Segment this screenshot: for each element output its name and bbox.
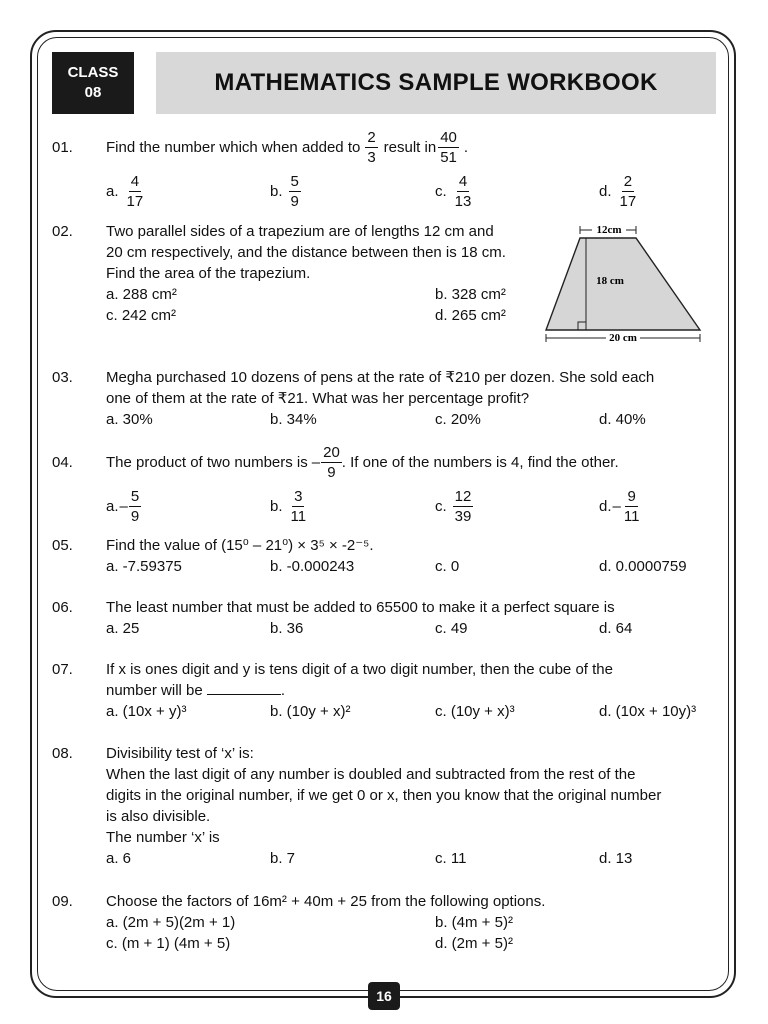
question-05 [52, 535, 716, 579]
fraction-numerator: 40 [440, 128, 457, 146]
option-c[interactable]: c. (m + 1) (4m + 5) [106, 935, 231, 952]
option-c[interactable]: c. 20% [435, 411, 481, 428]
options-row [106, 556, 716, 577]
option-a[interactable] [106, 172, 147, 211]
options-row [106, 409, 716, 430]
question-number: 07. [52, 661, 73, 678]
fraction-denominator: 9 [290, 193, 299, 210]
negative-sign: – [612, 498, 621, 515]
option-label: a. [106, 498, 119, 515]
question-03 [52, 367, 716, 433]
question-04 [52, 441, 716, 533]
fraction-numerator: 9 [627, 488, 636, 505]
fraction-numerator: 4 [458, 173, 468, 190]
option-c[interactable]: c. 11 [435, 850, 467, 867]
bottom-length-label: 20 cm [609, 332, 637, 344]
options-row [106, 933, 716, 954]
option-label: c. [435, 498, 447, 515]
question-number: 08. [52, 745, 73, 762]
question-line: 20 cm respectively, and the distance between then is 18 cm. [106, 244, 506, 261]
page-title: MATHEMATICS SAMPLE WORKBOOK [214, 69, 658, 96]
option-b[interactable]: b. 328 cm² [435, 286, 506, 303]
option-label: a. [106, 183, 119, 200]
question-text [106, 597, 716, 639]
fraction-numerator: 2 [623, 173, 633, 190]
fraction-numerator: 12 [454, 488, 472, 505]
question-06 [52, 597, 716, 641]
question-text-part: . [463, 138, 469, 156]
question-line: one of them at the rate of ₹21. What was her percentage profit? [106, 390, 530, 407]
option-c[interactable] [435, 172, 475, 211]
question-text [106, 367, 716, 430]
option-a[interactable]: a. 288 cm² [106, 286, 177, 303]
question-line [106, 680, 716, 701]
question-text [106, 126, 716, 168]
question-line: Choose the factors of 16m² + 40m + 25 from the following options. [106, 893, 546, 910]
question-text [106, 221, 536, 326]
option-label: b. [270, 498, 283, 515]
fraction [321, 443, 342, 482]
question-number: 05. [52, 537, 73, 554]
option-d[interactable]: d. 64 [599, 620, 633, 637]
question-line: Find the value of (15⁰ – 21⁰) × 3⁵ × -2⁻⁵. [106, 537, 374, 554]
option-label: c. [435, 183, 447, 200]
option-label: d. [599, 183, 612, 200]
options-row [106, 701, 716, 722]
option-d[interactable]: d. 265 cm² [435, 307, 506, 324]
option-label: b. [270, 183, 283, 200]
question-line: Divisibility test of ‘x’ is: [106, 745, 254, 762]
fraction-numerator: 4 [130, 173, 140, 190]
fraction-denominator: 17 [619, 193, 637, 210]
question-text-part: number will be [106, 682, 203, 699]
fraction [129, 487, 141, 526]
fraction-denominator: 3 [367, 148, 376, 166]
question-line: The least number that must be added to 65500 to make it a perfect square is [106, 599, 615, 616]
fraction-denominator: 17 [126, 193, 144, 210]
fraction-denominator: 11 [623, 508, 640, 525]
option-a[interactable] [106, 487, 141, 526]
question-08 [52, 743, 716, 871]
question-number: 02. [52, 223, 73, 240]
question-text-part: The product of two numbers is [106, 453, 308, 471]
question-text-part: result in [383, 138, 437, 156]
option-c[interactable]: c. (10y + x)³ [435, 703, 515, 720]
fraction-denominator: 11 [290, 508, 307, 525]
question-text-part: . If one of the numbers is 4, find the other. [341, 453, 619, 471]
fraction-numerator: 5 [290, 173, 299, 190]
options-row [106, 848, 716, 869]
fraction [365, 128, 377, 167]
fraction-denominator: 39 [454, 508, 472, 525]
option-b[interactable]: b. 36 [270, 620, 304, 637]
option-d[interactable]: d. (2m + 5)² [435, 935, 513, 952]
options-row [106, 305, 536, 326]
fraction [622, 487, 642, 526]
negative-sign: – [311, 453, 321, 471]
fraction-denominator: 13 [454, 193, 472, 210]
fraction-numerator: 20 [323, 443, 340, 461]
option-a[interactable]: a. (2m + 5)(2m + 1) [106, 914, 236, 931]
fraction [453, 172, 474, 211]
fraction-numerator: 3 [294, 488, 303, 505]
fraction [453, 487, 474, 526]
option-b[interactable] [270, 487, 310, 526]
option-label: d. [599, 498, 612, 515]
fraction [289, 487, 309, 526]
negative-sign: – [119, 498, 128, 515]
question-text [106, 891, 716, 954]
options-row [106, 172, 716, 214]
option-b[interactable]: b. -0.000243 [270, 558, 355, 575]
top-length-label: 12cm [596, 224, 622, 236]
question-number: 04. [52, 454, 73, 471]
fraction [618, 172, 639, 211]
fraction-denominator: 51 [440, 148, 457, 166]
option-d[interactable]: d. 0.0000759 [599, 558, 687, 575]
question-line: digits in the original number, if we get 0 or x, then you know that the original number [106, 787, 662, 804]
option-a[interactable]: a. 6 [106, 850, 132, 867]
fraction-denominator: 9 [327, 463, 336, 481]
option-a[interactable]: a. -7.59375 [106, 558, 182, 575]
option-c[interactable]: c. 242 cm² [106, 307, 177, 324]
option-b[interactable]: b. (10y + x)² [270, 703, 351, 720]
question-line: If x is ones digit and y is tens digit of a two digit number, then the cube of the [106, 661, 613, 678]
fraction-numerator: 2 [367, 128, 376, 146]
question-text [106, 535, 716, 577]
page-number: 16 [368, 982, 400, 1010]
question-text [106, 659, 716, 722]
question-01 [52, 126, 716, 218]
option-a[interactable]: a. (10x + y)³ [106, 703, 187, 720]
fraction [289, 172, 301, 211]
option-a[interactable]: a. 25 [106, 620, 140, 637]
options-row [106, 487, 716, 529]
question-text-part: . [280, 682, 286, 699]
option-c[interactable]: c. 0 [435, 558, 460, 575]
question-line: The number ‘x’ is [106, 829, 220, 846]
options-row [106, 284, 536, 305]
title-bar [156, 52, 716, 114]
question-text [106, 441, 716, 483]
question-line: Find the area of the trapezium. [106, 265, 311, 282]
option-d[interactable]: d. 13 [599, 850, 633, 867]
fraction [438, 128, 459, 167]
question-line: When the last digit of any number is doubled and subtracted from the rest of the [106, 766, 636, 783]
option-b[interactable] [270, 172, 303, 211]
question-line: Megha purchased 10 dozens of pens at the rate of ₹210 per dozen. She sold each [106, 369, 655, 386]
fraction-denominator: 9 [130, 508, 140, 525]
option-b[interactable]: b. 7 [270, 850, 296, 867]
option-d[interactable] [599, 487, 641, 526]
options-row [106, 618, 716, 639]
question-number: 01. [52, 139, 73, 156]
option-d[interactable]: d. (10x + 10y)³ [599, 703, 697, 720]
option-c[interactable] [435, 487, 475, 526]
question-number: 03. [52, 369, 73, 386]
question-text [106, 743, 716, 869]
question-number: 06. [52, 599, 73, 616]
option-b[interactable]: b. 34% [270, 411, 317, 428]
question-text-part: Find the number which when added to [106, 138, 361, 156]
answer-blank[interactable] [207, 680, 281, 695]
option-b[interactable]: b. (4m + 5)² [435, 914, 513, 931]
fraction-numerator: 5 [130, 488, 140, 505]
options-row [106, 912, 716, 933]
trapezium-figure [540, 222, 710, 346]
class-label: CLASS [67, 64, 119, 81]
question-number: 09. [52, 893, 73, 910]
option-d[interactable]: d. 40% [599, 411, 646, 428]
question-line: is also divisible. [106, 808, 211, 825]
question-line: Two parallel sides of a trapezium are of lengths 12 cm and [106, 223, 494, 240]
question-07 [52, 659, 716, 725]
height-label: 18 cm [596, 275, 624, 287]
option-a[interactable]: a. 30% [106, 411, 153, 428]
fraction [125, 172, 146, 211]
class-badge [52, 52, 134, 114]
option-c[interactable]: c. 49 [435, 620, 468, 637]
option-d[interactable] [599, 172, 640, 211]
question-09 [52, 891, 716, 957]
class-number: 08 [84, 84, 102, 101]
